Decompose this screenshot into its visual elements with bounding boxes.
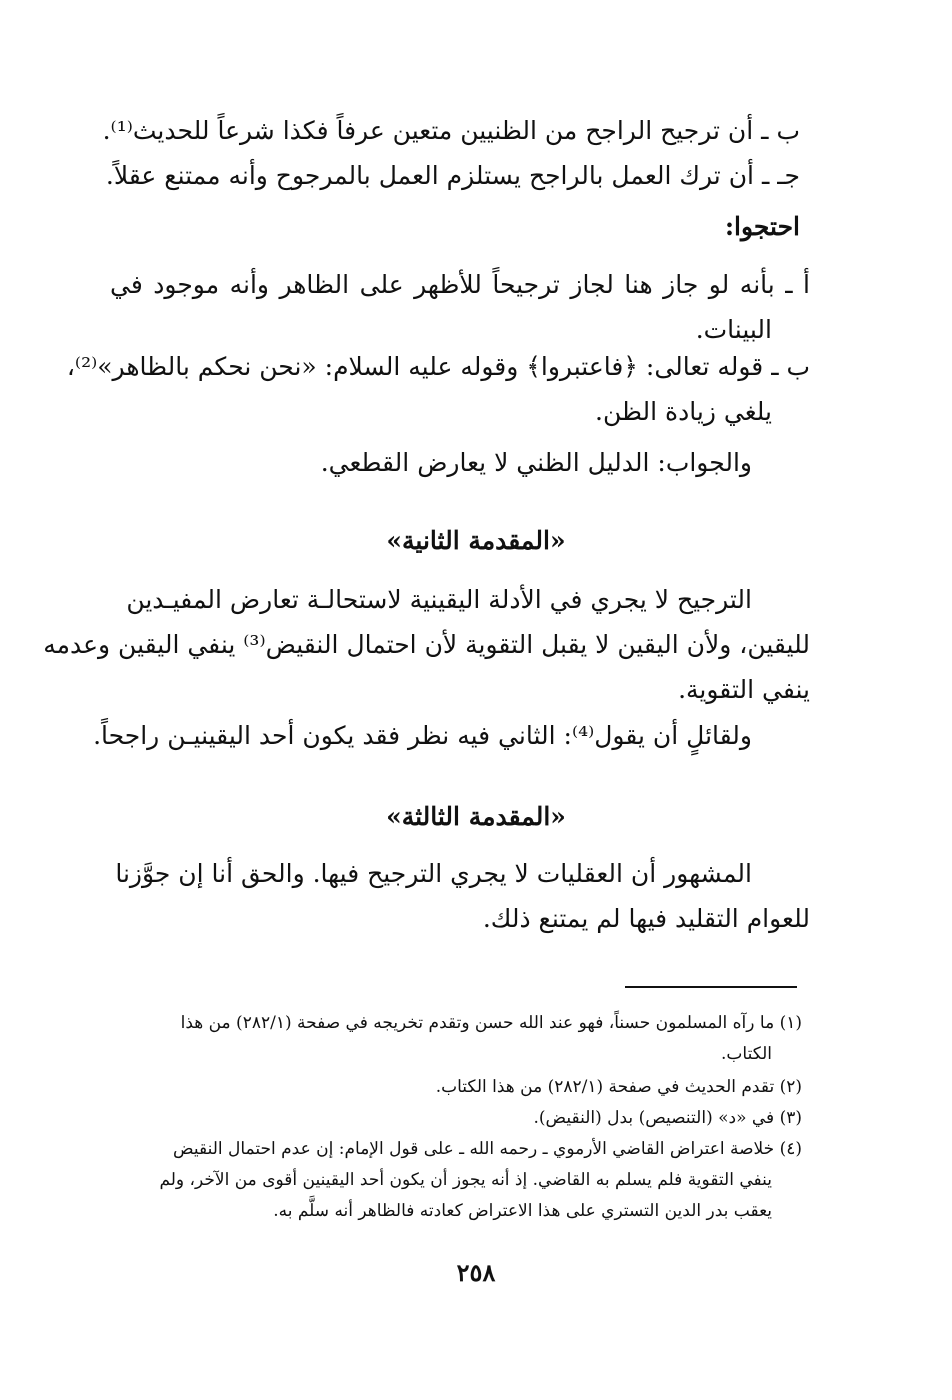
objection-b-line: ب ـ قوله تعالى: ﴿فاعتبروا﴾ وقوله عليه السلام: «نحن نحكم بالظاهر»⁽²⁾، bbox=[66, 352, 810, 381]
section-heading-third: «المقدمة الثالثة» bbox=[386, 802, 566, 831]
section2-objection-text: ولقائلٍ أن يقول⁽⁴⁾: الثاني فيه نظر فقد يكون أحد اليقينيـن راجحاً. bbox=[93, 721, 752, 750]
argument-item-b: ب ـ أن ترجيح الراجح من الظنيين متعين عرفاً فكذا شرعاً للحديث⁽¹⁾. bbox=[102, 116, 800, 145]
section2-objection-paragraph bbox=[93, 713, 810, 758]
objection-item-b bbox=[66, 344, 810, 434]
page-number: ٢٥٨ bbox=[456, 1258, 496, 1287]
answer-text: والجواب: الدليل الظني لا يعارض القطعي. bbox=[320, 448, 752, 477]
objection-a-line: البينات. bbox=[695, 315, 772, 344]
argument-item-j: جـ ـ أن ترك العمل بالراجح يستلزم العمل بالمرجوح وأنه ممتنع عقلاً. bbox=[105, 161, 800, 190]
objections-heading: احتجوا: bbox=[724, 212, 800, 241]
objection-b-line: يلغي زيادة الظن. bbox=[595, 397, 772, 426]
section3-line: المشهور أن العقليات لا يجري الترجيح فيها. والحق أنا إن جوَّزنا bbox=[115, 859, 752, 888]
footnote-2 bbox=[112, 1072, 802, 1103]
footnote-line: الكتاب. bbox=[720, 1044, 772, 1064]
footnote-3 bbox=[112, 1103, 802, 1134]
footnote-line: (٢) تقدم الحديث في صفحة (٢٨٢/١) من هذا الكتاب. bbox=[435, 1077, 802, 1097]
section2-line: ينفي التقوية. bbox=[678, 675, 810, 704]
footnote-line: (٤) خلاصة اعتراض القاضي الأرموي ـ رحمه الله ـ على قول الإمام: إن عدم احتمال النقيض bbox=[173, 1139, 802, 1159]
footnote-1 bbox=[112, 1008, 802, 1070]
footnote-line: (٣) في «د» (التنصيص) بدل (النقيض). bbox=[533, 1108, 802, 1128]
answer-paragraph bbox=[110, 440, 810, 485]
argument-list bbox=[102, 108, 800, 198]
section2-paragraph bbox=[43, 577, 810, 712]
section3-line: للعوام التقليد فيها لم يمتنع ذلك. bbox=[482, 904, 810, 933]
objection-item-a bbox=[110, 262, 810, 352]
footnote-4 bbox=[112, 1134, 802, 1227]
section3-paragraph bbox=[110, 851, 810, 941]
footnote-line: (١) ما رآه المسلمون حسناً، فهو عند الله حسن وتقدم تخريجه في صفحة (٢٨٢/١) من هذا bbox=[180, 1013, 802, 1033]
objection-a-line: أ ـ بأنه لو جاز هنا لجاز ترجيحاً للأظهر على الظاهر وأنه موجود في bbox=[110, 270, 810, 299]
section2-line: الترجيح لا يجري في الأدلة اليقينية لاستحالـة تعارض المفيـدين bbox=[126, 585, 752, 614]
footnote-line: يعقب بدر الدين التستري على هذا الاعتراض كعادته فالظاهر أنه سلَّم به. bbox=[273, 1201, 772, 1221]
section-heading-second: «المقدمة الثانية» bbox=[386, 526, 566, 555]
footnote-line: ينفي التقوية فلم يسلم به القاضي. إذ أنه يجوز أن يكون أحد اليقينين أقوى من الآخر، ولم bbox=[159, 1170, 772, 1190]
section2-line: لليقين، ولأن اليقين لا يقبل التقوية لأن احتمال النقيض⁽³⁾ ينفي اليقين وعدمه bbox=[43, 630, 810, 659]
footnote-separator bbox=[625, 986, 797, 988]
